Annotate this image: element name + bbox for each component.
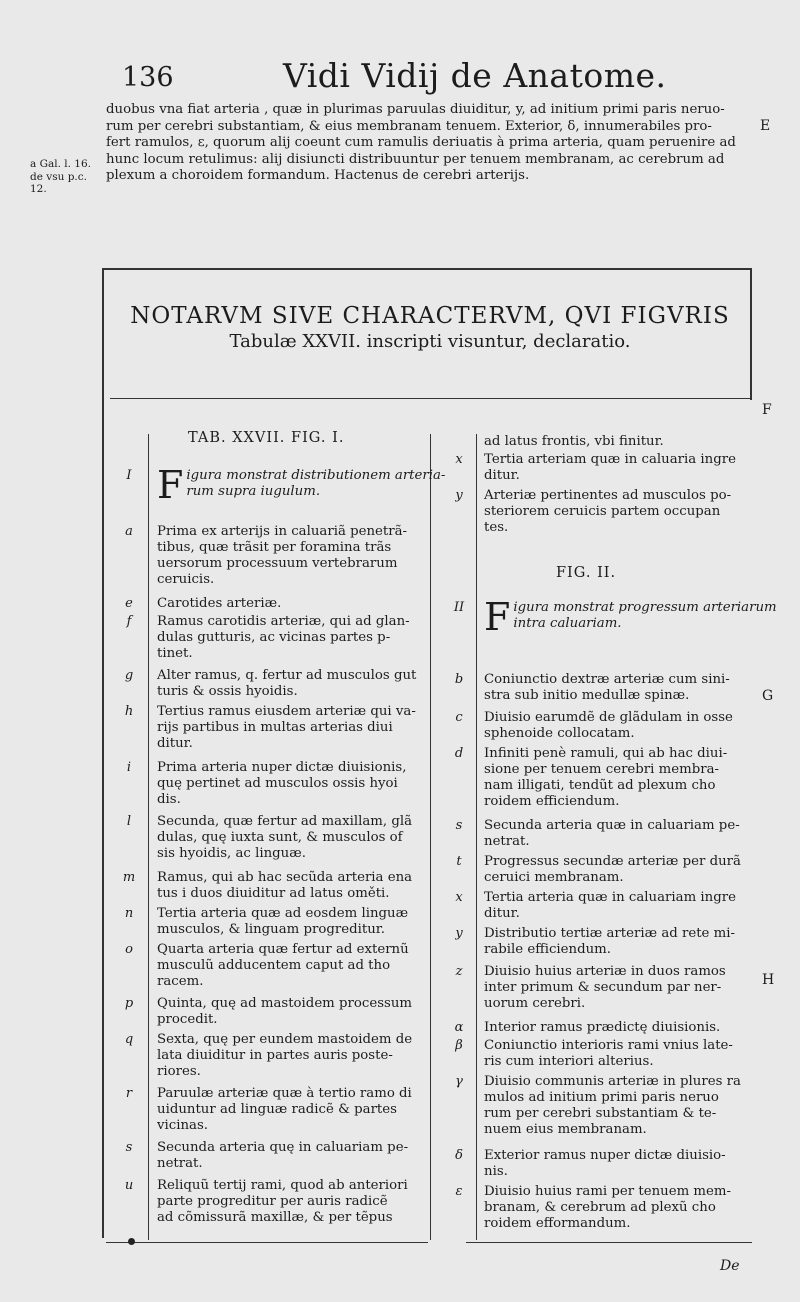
entry-line: nis.: [484, 1164, 508, 1179]
entry-line: uersorum processuum vertebrarum: [157, 556, 398, 571]
entry-text: [157, 668, 427, 700]
table-frame-top: [102, 268, 752, 270]
entry-label: q: [124, 1032, 134, 1047]
entry-line: rum supra iugulum.: [186, 484, 321, 499]
entry-line: sione per tenuem cerebri membra-: [484, 762, 720, 777]
entry-line: nuem eius membranam.: [484, 1122, 647, 1137]
entry-line: roidem efformandum.: [484, 1216, 631, 1231]
entry-line: ditur.: [484, 468, 520, 483]
catchword: De: [720, 1258, 740, 1274]
entry-label: x: [455, 452, 463, 467]
entry-label: s: [125, 1140, 133, 1155]
entry-line: Coniunctio interioris rami vnius late-: [484, 1038, 733, 1053]
intro-line: rum per cerebri substantiam, & eius membranam tenuem. Exterior, δ, innumerabiles pro-: [106, 118, 712, 134]
entry-text: [484, 1020, 746, 1036]
entry-label: h: [124, 704, 134, 719]
bottom-rule: [106, 1242, 428, 1243]
entry-line: Alter ramus, q. fertur ad musculos gut: [157, 668, 417, 683]
entry-text: [157, 996, 427, 1028]
entry-label: α: [454, 1020, 464, 1035]
entry-text: [157, 1086, 427, 1134]
entry-line: Quarta arteria quæ fertur ad externũ: [157, 942, 409, 957]
entry-line: ditur.: [484, 906, 520, 921]
entry-text: [484, 1184, 746, 1232]
entry-line: musculos, & linguam progreditur.: [157, 922, 385, 937]
page-number: 136: [122, 62, 174, 93]
entry-line: ceruici membranam.: [484, 870, 624, 885]
margin-note-line: a Gal. l. 16.: [30, 158, 92, 170]
entry-line: tibus, quæ trãsit per foramina trãs: [157, 540, 392, 555]
entry-text: [157, 524, 427, 588]
entry-line: parte progreditur per auris radicẽ: [157, 1194, 388, 1209]
entry-line: netrat.: [484, 834, 530, 849]
entry-line: Tertia arteria quæ in caluariam ingre: [484, 890, 736, 905]
margin-note-line: de vsu p.c.: [30, 170, 87, 183]
entry-text: [157, 1140, 427, 1172]
table-frame-left: [102, 268, 104, 1238]
entry-text: [157, 596, 427, 612]
margin-letter-e: E: [760, 118, 771, 134]
entry-line: Tertia arteriam quæ in caluaria ingre: [484, 452, 736, 467]
entry-line: turis & ossis hyoidis.: [157, 684, 298, 699]
entry-text: [484, 890, 746, 922]
entry-line: Paruulæ arteriæ quæ à tertio ramo di: [157, 1086, 412, 1101]
entry-line: ceruicis.: [157, 572, 215, 587]
entry-label: b: [454, 672, 464, 687]
entry-line: rijs partibus in multas arterias diui: [157, 720, 393, 735]
entry-line: Ramus carotidis arteriæ, qui ad glan-: [157, 614, 410, 629]
entry-line: riores.: [157, 1064, 201, 1079]
margin-letter-g: G: [762, 688, 774, 704]
entry-line: stra sub initio medullæ spinæ.: [484, 688, 690, 703]
entry-line: rabile efficiendum.: [484, 942, 612, 957]
entry-label: r: [125, 1086, 133, 1101]
entry-line: rum per cerebri substantiam & te-: [484, 1106, 717, 1121]
entry-text: [484, 818, 746, 850]
margin-letter-f: F: [762, 402, 772, 418]
entry-line: mulos ad initium primi paris neruo: [484, 1090, 719, 1105]
bottom-rule: [466, 1242, 752, 1243]
entry-line: vicinas.: [157, 1118, 209, 1133]
fig-2-title: FIG. II.: [556, 565, 617, 581]
drop-cap: F: [157, 463, 184, 507]
entry-label: c: [455, 710, 463, 725]
entry-line: Reliquũ tertij rami, quod ab anteriori: [157, 1178, 408, 1193]
entry-line: Interior ramus prædictę diuisionis.: [484, 1020, 721, 1035]
entry-text: [484, 595, 777, 639]
entry-label: y: [455, 488, 463, 503]
entry-line: tus i duos diuiditur ad latus oměti.: [157, 886, 390, 901]
table-frame-right: [750, 268, 752, 400]
entry-label: II: [453, 600, 465, 615]
entry-label: u: [124, 1178, 134, 1193]
entry-label: I: [126, 468, 132, 483]
entry-text: [484, 452, 746, 484]
entry-line: dulas, quę iuxta sunt, & musculos of: [157, 830, 403, 845]
entry-line: Carotides arteriæ.: [157, 596, 282, 611]
entry-line: dis.: [157, 792, 181, 807]
entry-line: ad latus frontis, vbi finitur.: [484, 434, 664, 449]
entry-label: l: [126, 814, 132, 829]
entry-line: tinet.: [157, 646, 193, 661]
entry-label: s: [455, 818, 463, 833]
entry-label: x: [455, 890, 463, 905]
entry-text: [484, 926, 746, 958]
entry-text: [484, 434, 746, 450]
margin-note: [30, 158, 91, 196]
entry-label: a: [125, 524, 133, 539]
column-rule: [430, 434, 431, 1240]
entry-line: sis hyoidis, ac linguæ.: [157, 846, 306, 861]
heading-rule: [110, 398, 750, 399]
entry-label: o: [125, 942, 133, 957]
entry-line: Arteriæ pertinentes ad musculos po-: [484, 488, 732, 503]
fig-1-title: TAB. XXVII. FIG. I.: [188, 430, 345, 446]
margin-letter-h: H: [762, 972, 775, 988]
entry-line: sphenoide collocatam.: [484, 726, 635, 741]
entry-text: [157, 463, 446, 507]
entry-line: racem.: [157, 974, 204, 989]
entry-line: Diuisio communis arteriæ in plures ra: [484, 1074, 741, 1089]
entry-line: intra caluariam.: [513, 616, 622, 631]
table-heading: [110, 303, 750, 352]
entry-line: musculũ adducentem caput ad tho: [157, 958, 391, 973]
entry-line: ris cum interiori alterius.: [484, 1054, 654, 1069]
running-head: Vidi Vidij de Anatome.: [283, 56, 667, 95]
entry-text: [484, 1074, 746, 1138]
entry-text: [157, 704, 427, 752]
entry-line: Exterior ramus nuper dictæ diuisio-: [484, 1148, 726, 1163]
entry-line: Diuisio huius rami per tenuem mem-: [484, 1184, 731, 1199]
entry-line: Ramus, qui ab hac secũda arteria ena: [157, 870, 413, 885]
entry-label: δ: [455, 1148, 463, 1163]
entry-label: g: [124, 668, 134, 683]
decorative-dot: [128, 1238, 135, 1245]
entry-label: t: [456, 854, 462, 869]
entry-line: inter primum & secundum par ner-: [484, 980, 722, 995]
entry-line: steriorem ceruicis partem occupan: [484, 504, 721, 519]
entry-text: [157, 906, 427, 938]
entry-text: [484, 672, 746, 704]
entry-text: [484, 964, 746, 1012]
entry-line: tes.: [484, 520, 509, 535]
heading-line-1: NOTARVM SIVE CHARACTERVM, QVI FIGVRIS: [130, 303, 730, 329]
entry-line: Distributio tertiæ arteriæ ad rete mi-: [484, 926, 735, 941]
entry-line: Diuisio huius arteriæ in duos ramos: [484, 964, 726, 979]
intro-line: fert ramulos, ε, quorum alij coeunt cum ramulis deriuatis à prima arteria, quam peruenire ad: [106, 135, 736, 151]
entry-label: i: [126, 760, 132, 775]
entry-text: [157, 1178, 427, 1226]
entry-line: Infiniti penè ramuli, qui ab hac diui-: [484, 746, 728, 761]
entry-text: [484, 1038, 746, 1070]
entry-text: [157, 1032, 427, 1080]
entry-line: uorum cerebri.: [484, 996, 586, 1011]
entry-line: ditur.: [157, 736, 193, 751]
entry-text: [484, 710, 746, 742]
entry-line: Secunda, quæ fertur ad maxillam, glã: [157, 814, 413, 829]
entry-line: Prima arteria nuper dictæ diuisionis,: [157, 760, 407, 775]
intro-line: hunc locum retulimus: alij disiuncti distribuuntur per tenuem membranam, ac cerebrum ad: [106, 151, 725, 167]
entry-line: Progressus secundæ arteriæ per durã: [484, 854, 741, 869]
entry-line: dulas gutturis, ac vicinas partes p-: [157, 630, 391, 645]
entry-label: f: [126, 614, 132, 629]
entry-line: Prima ex arterijs in caluariã penetrã-: [157, 524, 408, 539]
entry-line: uiduntur ad linguæ radicẽ & partes: [157, 1102, 397, 1117]
entry-text: [484, 1148, 746, 1180]
entry-line: roidem efficiendum.: [484, 794, 620, 809]
entry-label: n: [124, 906, 134, 921]
entry-line: Sexta, quę per eundem mastoidem de: [157, 1032, 413, 1047]
entry-line: nam illigati, tendũt ad plexum cho: [484, 778, 716, 793]
entry-line: igura monstrat distributionem arteria-: [186, 468, 446, 483]
entry-text: [157, 870, 427, 902]
entry-line: Diuisio earumdẽ de glãdulam in osse: [484, 710, 733, 725]
entry-label: β: [455, 1038, 463, 1053]
intro-line: plexum a choroidem formandum. Hactenus de cerebri arterijs.: [106, 168, 530, 184]
entry-label: p: [124, 996, 134, 1011]
entry-line: Secunda arteria quæ in caluariam pe-: [484, 818, 740, 833]
entry-line: ad cõmissurã maxillæ, & per tẽpus: [157, 1210, 393, 1225]
entry-line: Tertius ramus eiusdem arteriæ qui va-: [157, 704, 416, 719]
entry-line: Coniunctio dextræ arteriæ cum sini-: [484, 672, 730, 687]
heading-line-2: Tabulæ XXVII. inscripti visuntur, declaratio.: [229, 331, 631, 352]
column-rule: [476, 434, 477, 1240]
intro-paragraph: [106, 102, 760, 185]
margin-note-line: 12.: [30, 183, 47, 195]
entry-line: Secunda arteria quę in caluariam pe-: [157, 1140, 409, 1155]
entry-text: [484, 488, 746, 536]
entry-line: quę pertinet ad musculos ossis hyoi: [157, 776, 398, 791]
intro-line: duobus vna fiat arteria , quæ in plurimas paruulas diuiditur, y, ad initium primi paris neruo-: [106, 102, 725, 117]
entry-label: z: [455, 964, 463, 979]
entry-line: Tertia arteria quæ ad eosdem linguæ: [157, 906, 409, 921]
entry-line: netrat.: [157, 1156, 203, 1171]
entry-label: y: [455, 926, 463, 941]
entry-line: Quinta, quę ad mastoidem processum: [157, 996, 413, 1011]
entry-line: lata diuiditur in partes auris poste-: [157, 1048, 393, 1063]
drop-cap: F: [484, 595, 511, 639]
entry-label: d: [454, 746, 464, 761]
entry-text: [157, 942, 427, 990]
entry-label: m: [122, 870, 136, 885]
entry-label: γ: [455, 1074, 463, 1089]
entry-text: [157, 814, 427, 862]
entry-line: igura monstrat progressum arteriarum: [513, 600, 777, 615]
entry-line: branam, & cerebrum ad plexũ cho: [484, 1200, 716, 1215]
entry-line: procedit.: [157, 1012, 218, 1027]
entry-label: ε: [455, 1184, 463, 1199]
entry-label: e: [125, 596, 133, 611]
entry-text: [157, 614, 427, 662]
column-rule: [148, 434, 149, 1240]
entry-text: [484, 746, 746, 810]
entry-text: [484, 854, 746, 886]
entry-text: [157, 760, 427, 808]
